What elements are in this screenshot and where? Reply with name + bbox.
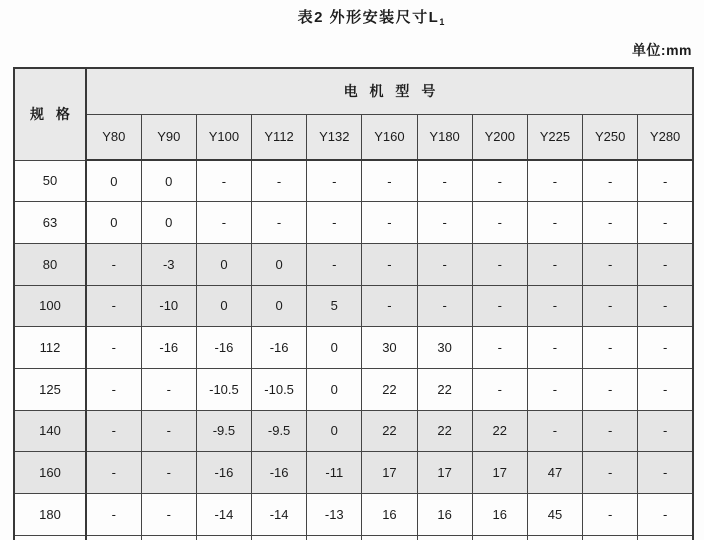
value-cell: 30 xyxy=(417,327,472,369)
value-cell: - xyxy=(417,202,472,244)
value-cell: - xyxy=(362,160,417,202)
value-cell: - xyxy=(472,285,527,327)
empty-cell xyxy=(417,535,472,540)
table-row xyxy=(14,202,693,244)
value-cell: - xyxy=(86,494,141,536)
value-cell: - xyxy=(472,202,527,244)
value-cell: 0 xyxy=(252,243,307,285)
group-header-row xyxy=(14,68,693,114)
value-cell: - xyxy=(638,160,693,202)
empty-cell xyxy=(196,535,251,540)
value-cell: - xyxy=(638,410,693,452)
column-header-y90: Y90 xyxy=(141,114,196,160)
spec-cell: 140 xyxy=(14,410,86,452)
table-body xyxy=(14,160,693,540)
value-cell: - xyxy=(527,202,582,244)
column-header-y132: Y132 xyxy=(307,114,362,160)
column-header-y280: Y280 xyxy=(638,114,693,160)
value-cell: - xyxy=(527,327,582,369)
value-cell: - xyxy=(307,202,362,244)
value-cell: - xyxy=(362,243,417,285)
value-cell: - xyxy=(583,368,638,410)
spec-column-header: 规 格 xyxy=(14,68,86,160)
table-row xyxy=(14,285,693,327)
value-cell: - xyxy=(638,327,693,369)
empty-cell xyxy=(252,535,307,540)
table-row xyxy=(14,494,693,536)
table-title xyxy=(0,6,704,27)
value-cell: - xyxy=(86,243,141,285)
value-cell: - xyxy=(583,452,638,494)
value-cell: - xyxy=(638,285,693,327)
table-header xyxy=(14,68,693,160)
value-cell: - xyxy=(417,285,472,327)
table-row xyxy=(14,243,693,285)
value-cell: - xyxy=(583,160,638,202)
value-cell: - xyxy=(638,368,693,410)
empty-cell xyxy=(307,535,362,540)
value-cell: - xyxy=(307,243,362,285)
value-cell: - xyxy=(141,368,196,410)
value-cell: -10.5 xyxy=(196,368,251,410)
value-cell: 0 xyxy=(196,285,251,327)
value-cell: -16 xyxy=(196,327,251,369)
value-cell: - xyxy=(583,494,638,536)
column-header-y225: Y225 xyxy=(527,114,582,160)
value-cell: - xyxy=(196,160,251,202)
value-cell: - xyxy=(196,202,251,244)
table-title-text: 表2 外形安装尺寸L xyxy=(297,9,440,26)
spec-cell: 80 xyxy=(14,243,86,285)
value-cell: -3 xyxy=(141,243,196,285)
value-cell: - xyxy=(472,160,527,202)
value-cell: - xyxy=(252,202,307,244)
value-cell: 16 xyxy=(472,494,527,536)
value-cell: - xyxy=(638,494,693,536)
value-cell: 22 xyxy=(362,368,417,410)
value-cell: -16 xyxy=(141,327,196,369)
value-cell: - xyxy=(362,285,417,327)
column-header-y112: Y112 xyxy=(252,114,307,160)
column-header-y200: Y200 xyxy=(472,114,527,160)
column-header-y80: Y80 xyxy=(86,114,141,160)
value-cell: 16 xyxy=(362,494,417,536)
empty-cell xyxy=(141,535,196,540)
spec-cell: 100 xyxy=(14,285,86,327)
value-cell: -16 xyxy=(252,327,307,369)
value-cell: - xyxy=(141,494,196,536)
table-row xyxy=(14,452,693,494)
value-cell: - xyxy=(86,327,141,369)
spec-cell: 63 xyxy=(14,202,86,244)
value-cell: 0 xyxy=(141,160,196,202)
value-cell: - xyxy=(583,327,638,369)
value-cell: - xyxy=(583,285,638,327)
table-row xyxy=(14,327,693,369)
unit-label: 单位:mm xyxy=(631,42,692,58)
value-cell: - xyxy=(141,452,196,494)
value-cell: - xyxy=(638,243,693,285)
value-cell: 0 xyxy=(86,160,141,202)
value-cell: - xyxy=(527,285,582,327)
value-cell: - xyxy=(307,160,362,202)
empty-cell xyxy=(362,535,417,540)
dimension-table xyxy=(13,67,694,540)
value-cell: - xyxy=(472,327,527,369)
spec-cell: 160 xyxy=(14,452,86,494)
value-cell: - xyxy=(86,368,141,410)
table-row xyxy=(14,368,693,410)
empty-cell xyxy=(472,535,527,540)
value-cell: -10.5 xyxy=(252,368,307,410)
value-cell: 45 xyxy=(527,494,582,536)
value-cell: 47 xyxy=(527,452,582,494)
empty-cell xyxy=(638,535,693,540)
value-cell: - xyxy=(472,368,527,410)
value-cell: -10 xyxy=(141,285,196,327)
value-cell: 16 xyxy=(417,494,472,536)
column-header-y100: Y100 xyxy=(196,114,251,160)
value-cell: - xyxy=(527,368,582,410)
column-header-y160: Y160 xyxy=(362,114,417,160)
value-cell: - xyxy=(583,243,638,285)
value-cell: 22 xyxy=(472,410,527,452)
value-cell: - xyxy=(417,243,472,285)
motor-model-group-header: 电 机 型 号 xyxy=(86,68,693,114)
value-cell: 0 xyxy=(307,327,362,369)
value-cell: 30 xyxy=(362,327,417,369)
model-header-row xyxy=(14,114,693,160)
value-cell: -14 xyxy=(196,494,251,536)
value-cell: - xyxy=(362,202,417,244)
value-cell: -14 xyxy=(252,494,307,536)
value-cell: -13 xyxy=(307,494,362,536)
value-cell: - xyxy=(583,202,638,244)
value-cell: 0 xyxy=(196,243,251,285)
value-cell: 17 xyxy=(472,452,527,494)
value-cell: 0 xyxy=(307,410,362,452)
value-cell: 17 xyxy=(417,452,472,494)
value-cell: - xyxy=(638,452,693,494)
value-cell: -9.5 xyxy=(196,410,251,452)
value-cell: 22 xyxy=(417,410,472,452)
value-cell: - xyxy=(86,452,141,494)
value-cell: 5 xyxy=(307,285,362,327)
value-cell: -9.5 xyxy=(252,410,307,452)
spec-cell: 112 xyxy=(14,327,86,369)
value-cell: - xyxy=(583,410,638,452)
value-cell: - xyxy=(252,160,307,202)
spec-cell: 180 xyxy=(14,494,86,536)
empty-cell xyxy=(527,535,582,540)
table-title-subscript: 1 xyxy=(439,17,445,27)
column-header-y180: Y180 xyxy=(417,114,472,160)
column-header-y250: Y250 xyxy=(583,114,638,160)
value-cell: - xyxy=(527,243,582,285)
value-cell: 0 xyxy=(307,368,362,410)
value-cell: -16 xyxy=(196,452,251,494)
value-cell: - xyxy=(527,410,582,452)
value-cell: -11 xyxy=(307,452,362,494)
partial-row-clipped xyxy=(14,535,693,540)
value-cell: 0 xyxy=(86,202,141,244)
value-cell: 22 xyxy=(417,368,472,410)
spec-cell: 125 xyxy=(14,368,86,410)
value-cell: - xyxy=(527,160,582,202)
value-cell: 0 xyxy=(141,202,196,244)
value-cell: 17 xyxy=(362,452,417,494)
spec-cell: 50 xyxy=(14,160,86,202)
empty-cell xyxy=(86,535,141,540)
value-cell: - xyxy=(638,202,693,244)
value-cell: -16 xyxy=(252,452,307,494)
empty-cell xyxy=(583,535,638,540)
empty-cell xyxy=(14,535,86,540)
value-cell: - xyxy=(86,410,141,452)
value-cell: 22 xyxy=(362,410,417,452)
table-row xyxy=(14,160,693,202)
value-cell: - xyxy=(472,243,527,285)
value-cell: 0 xyxy=(252,285,307,327)
table-row xyxy=(14,410,693,452)
value-cell: - xyxy=(86,285,141,327)
value-cell: - xyxy=(141,410,196,452)
value-cell: - xyxy=(417,160,472,202)
